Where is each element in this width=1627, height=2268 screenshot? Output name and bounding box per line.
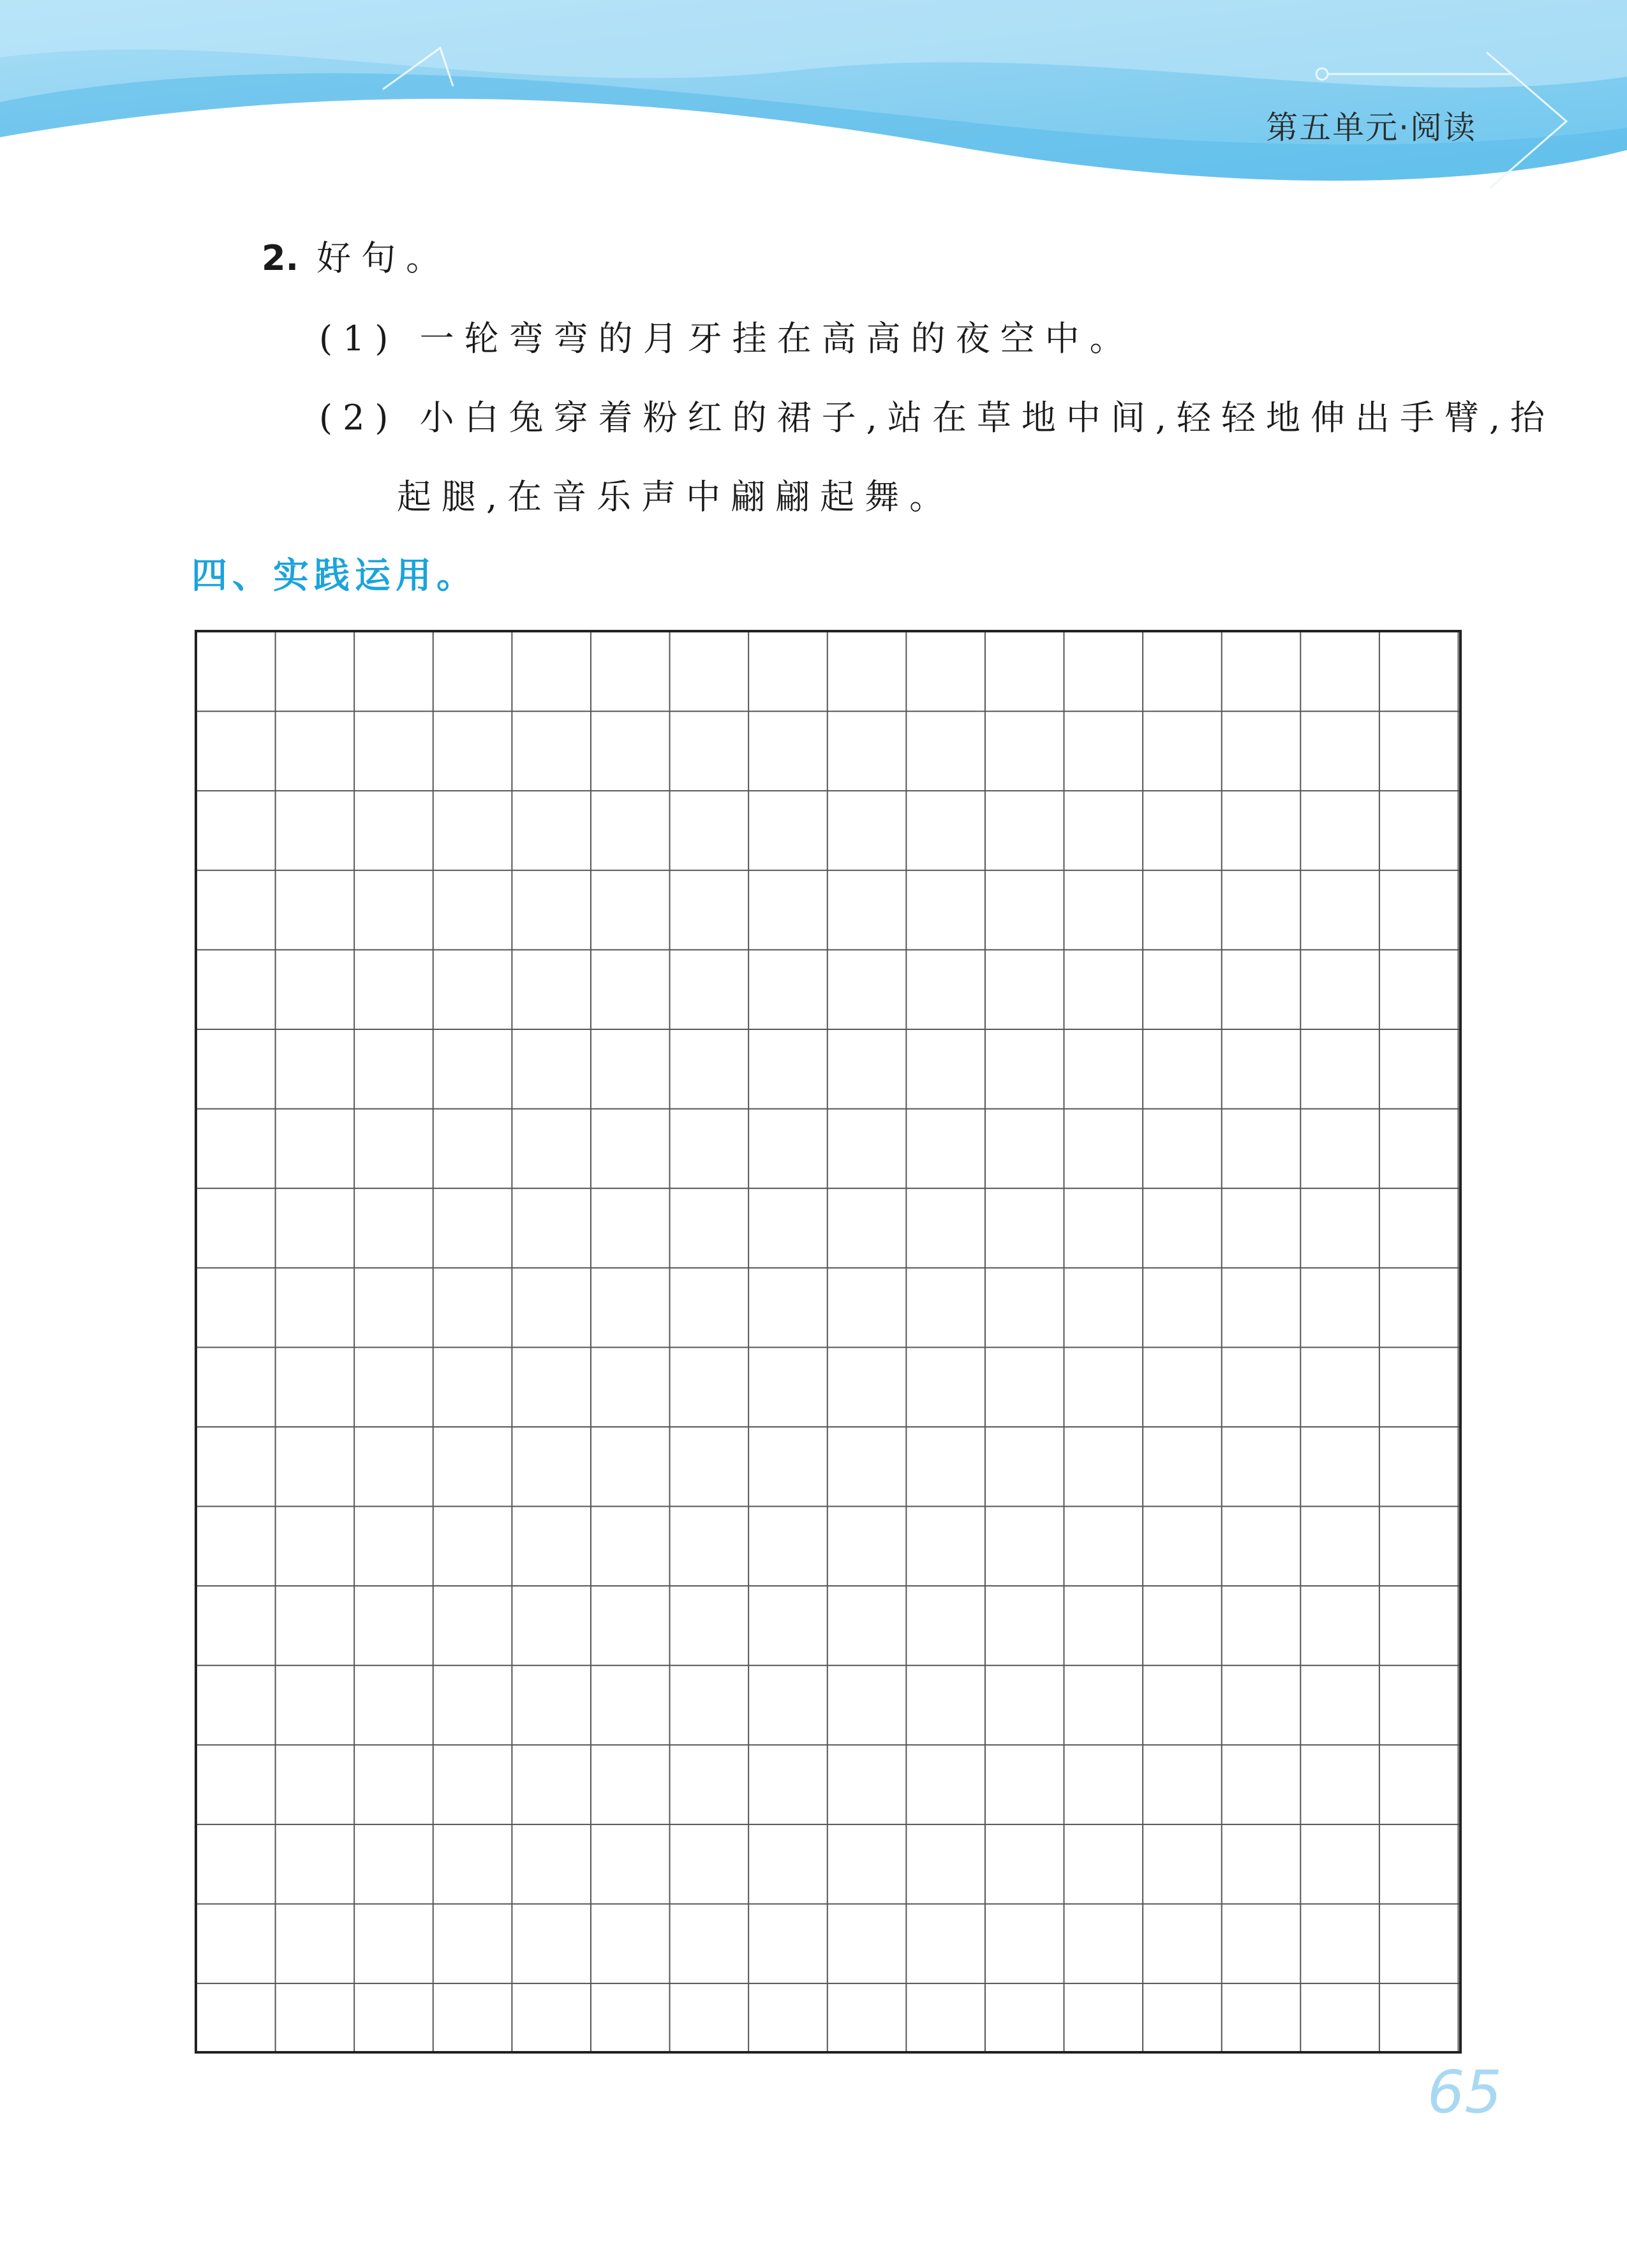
question-title: 好句。: [316, 238, 451, 278]
writing-grid[interactable]: [195, 630, 1462, 2054]
section-4-title: 四、实践运用。: [191, 555, 477, 597]
unit-header-label: 第五单元·阅读: [1266, 109, 1476, 146]
sentence-2-line-1: (2) 小白兔穿着粉红的裙子,站在草地中间,轻轻地伸出手臂,抬: [319, 398, 1556, 438]
page-number: 65: [1427, 2058, 1502, 2126]
sentence-2-line-2: 起腿,在音乐声中翩翩起舞。: [397, 477, 955, 517]
question-number: 2.: [262, 238, 299, 278]
question-2-heading: [262, 231, 450, 280]
sentence-1: (1) 一轮弯弯的月牙挂在高高的夜空中。: [319, 318, 1134, 359]
